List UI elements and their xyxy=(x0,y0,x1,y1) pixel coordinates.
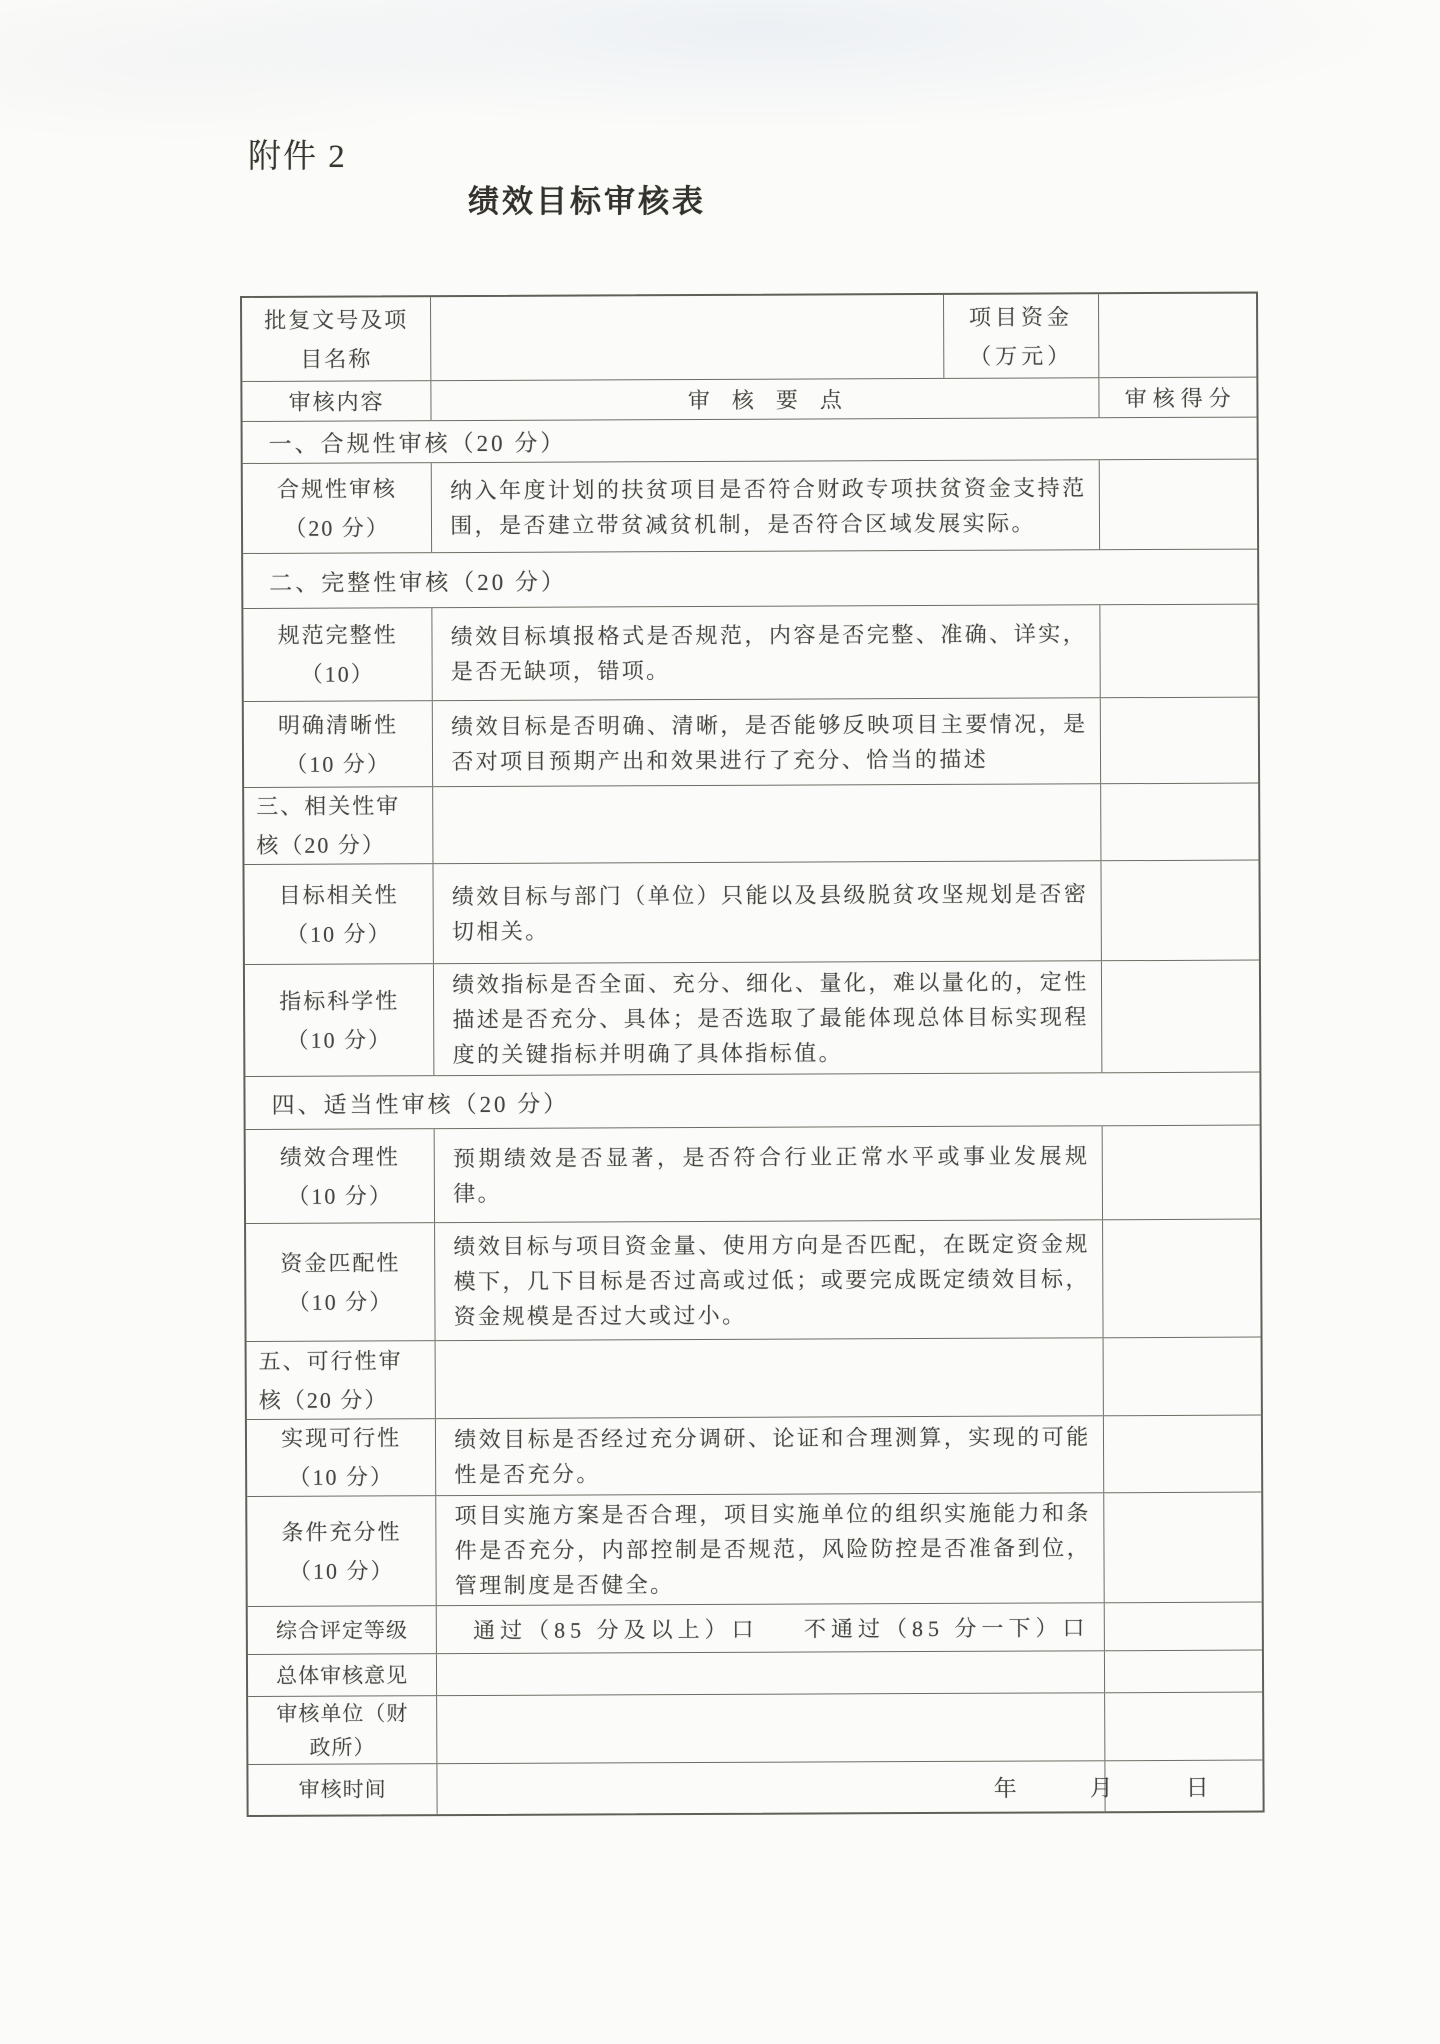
review-unit-score-cell xyxy=(1105,1693,1263,1761)
header-score-cell xyxy=(1099,378,1257,418)
section-feasibility-cell xyxy=(247,1341,437,1419)
overall-grade-label: 综合评定等级 xyxy=(275,1617,408,1643)
section-compliance-cell xyxy=(243,418,1257,463)
criterion-label-cell xyxy=(246,1223,436,1341)
review-unit-label: 审核单位（财 政所） xyxy=(276,1700,409,1760)
doc-number-value-cell xyxy=(431,295,944,380)
performance-review-table xyxy=(240,292,1265,1817)
criterion-label-cell xyxy=(243,608,433,701)
criterion-label: 实现可行性 （10 分） xyxy=(281,1425,402,1490)
section-compliance-title: 一、合规性审核（20 分） xyxy=(268,430,567,457)
header-score: 审核得分 xyxy=(1124,385,1237,412)
review-time-row xyxy=(248,1761,1262,1815)
criterion-row-compliance xyxy=(243,460,1257,554)
criterion-points: 绩效目标与项目资金量、使用方向是否匹配，在既定资金规模下，几下目标是否过高或过低；或要完成既定绩效目标，资金规模是否过大或过小。 xyxy=(453,1231,1090,1330)
overall-opinion-label-cell xyxy=(248,1654,437,1696)
criterion-row-performance-reasonableness xyxy=(246,1126,1260,1224)
criterion-points-cell xyxy=(433,698,1101,786)
overall-grade-options-cell xyxy=(437,1603,1105,1653)
criterion-points: 预期绩效是否显著，是否符合行业正常水平或事业发展规律。 xyxy=(452,1142,1090,1206)
page-title: 绩效目标审核表 xyxy=(468,184,706,219)
criterion-label-cell xyxy=(245,964,435,1076)
review-time-label: 审核时间 xyxy=(298,1777,387,1802)
section-relevance-score-cell xyxy=(1101,784,1259,861)
criterion-label-cell xyxy=(243,463,433,553)
criterion-score-cell xyxy=(1102,961,1260,1073)
section-row-compliance xyxy=(243,418,1257,464)
section-row-appropriateness xyxy=(245,1073,1259,1130)
header-content-cell xyxy=(242,381,431,421)
criterion-points-cell xyxy=(436,1493,1104,1605)
criterion-label: 合规性审核 （20 分） xyxy=(276,475,398,541)
criterion-score-cell xyxy=(1101,861,1259,961)
criterion-label: 指标科学性 （10 分） xyxy=(279,987,400,1053)
criterion-label: 条件充分性 （10 分） xyxy=(281,1518,402,1584)
grade-fail-option: 不通过（85 分一下）口 xyxy=(803,1615,1090,1642)
grade-pass-option: 通过（85 分及以上）口 xyxy=(472,1616,759,1643)
criterion-label-cell xyxy=(247,1419,437,1496)
criterion-points: 绩效目标与部门（单位）只能以及县级脱贫攻坚规划是否密切相关。 xyxy=(451,880,1089,944)
section-relevance-cell xyxy=(244,787,434,864)
project-fund-label-cell xyxy=(944,294,1099,378)
overall-grade-row xyxy=(248,1603,1262,1655)
criterion-label: 规范完整性 （10） xyxy=(277,622,398,687)
section-row-relevance xyxy=(244,784,1258,865)
section-relevance-title: 三、相关性审 核（20 分） xyxy=(256,793,401,858)
criterion-label-cell xyxy=(244,864,434,964)
criterion-points: 绩效目标填报格式是否规范，内容是否完整、准确、详实，是否无缺项，错项。 xyxy=(450,621,1088,685)
review-unit-row xyxy=(248,1693,1262,1765)
criterion-points-cell xyxy=(432,460,1100,552)
criterion-score-cell xyxy=(1104,1493,1262,1603)
section-appropriateness-cell xyxy=(245,1073,1259,1129)
section-relevance-points-cell xyxy=(433,784,1101,863)
section-completeness-title: 二、完整性审核（20 分） xyxy=(269,569,568,596)
overall-opinion-label: 总体审核意见 xyxy=(276,1662,409,1688)
criterion-score-cell xyxy=(1103,1220,1261,1338)
overall-opinion-row xyxy=(248,1651,1262,1697)
section-feasibility-title: 五、可行性审 核（20 分） xyxy=(258,1347,403,1413)
criterion-points: 绩效指标是否全面、充分、细化、量化，难以量化的，定性描述是否充分、具体；是否选取了最能体现总体目标实现程度的关键指标并明确了具体指标值。 xyxy=(452,969,1089,1068)
section-completeness-cell xyxy=(243,550,1257,608)
criterion-points-cell xyxy=(436,1416,1104,1495)
section-appropriateness-title: 四、适当性审核（20 分） xyxy=(271,1091,570,1118)
criterion-points-cell xyxy=(434,861,1102,963)
criterion-points-cell xyxy=(435,1126,1103,1222)
criterion-label-cell xyxy=(246,1129,436,1223)
table-row-doc-info xyxy=(242,294,1256,382)
criterion-points-cell xyxy=(433,605,1101,700)
criterion-points: 绩效目标是否经过充分调研、论证和合理测算，实现的可能性是否充分。 xyxy=(454,1424,1091,1488)
criterion-points-cell xyxy=(435,1220,1103,1340)
header-points: 审核要点 xyxy=(687,387,864,414)
section-feasibility-score-cell xyxy=(1103,1338,1261,1416)
criterion-row-fund-matching xyxy=(246,1220,1261,1342)
criterion-row-indicator-science xyxy=(245,961,1259,1077)
attachment-label: 附件 2 xyxy=(248,139,347,175)
section-feasibility-points-cell xyxy=(436,1338,1104,1418)
overall-grade-score-cell xyxy=(1104,1603,1262,1651)
criterion-score-cell xyxy=(1099,460,1257,550)
criterion-row-realization-feasibility xyxy=(247,1416,1261,1497)
review-time-value: 年 月 日 xyxy=(993,1775,1210,1802)
review-unit-label-cell xyxy=(248,1696,438,1764)
criterion-row-clarity xyxy=(244,698,1258,788)
table-header-row xyxy=(242,378,1256,422)
section-row-completeness xyxy=(243,550,1257,609)
criterion-score-cell xyxy=(1100,698,1258,784)
overall-grade-label-cell xyxy=(248,1606,437,1654)
header-content: 审核内容 xyxy=(288,389,385,415)
criterion-row-standard-completeness xyxy=(243,605,1257,702)
criterion-label-cell xyxy=(244,701,434,787)
section-row-feasibility xyxy=(247,1338,1261,1420)
header-points-cell xyxy=(432,378,1100,420)
doc-number-label-cell xyxy=(242,297,432,381)
project-fund-value-cell xyxy=(1099,294,1257,378)
criterion-points: 纳入年度计划的扶贫项目是否符合财政专项扶贫资金支持范围，是否建立带贫减贫机制，是否符合区域发展实际。 xyxy=(450,474,1087,538)
criterion-score-cell xyxy=(1102,1126,1260,1220)
criterion-points-cell xyxy=(434,961,1102,1075)
criterion-row-goal-relevance xyxy=(244,861,1258,965)
review-time-label-cell xyxy=(248,1764,437,1815)
criterion-score-cell xyxy=(1100,605,1258,698)
overall-opinion-value-cell xyxy=(437,1651,1105,1695)
overall-opinion-score-cell xyxy=(1105,1651,1263,1693)
review-time-value-cell xyxy=(438,1761,1210,1814)
criterion-label: 明确清晰性 （10 分） xyxy=(277,711,399,777)
project-fund-label: 项目资金 （万元） xyxy=(968,303,1074,369)
criterion-points: 绩效目标是否明确、清晰，是否能够反映项目主要情况，是否对项目预期产出和效果进行了充分、恰当的描述 xyxy=(451,710,1088,774)
criterion-label: 资金匹配性 （10 分） xyxy=(280,1249,401,1315)
criterion-label: 目标相关性 （10 分） xyxy=(278,881,399,947)
criterion-label: 绩效合理性 （10 分） xyxy=(279,1143,400,1209)
review-unit-value-cell xyxy=(437,1693,1105,1763)
criterion-label-cell xyxy=(247,1496,437,1606)
criterion-row-condition-sufficiency xyxy=(247,1493,1261,1607)
criterion-score-cell xyxy=(1104,1416,1262,1493)
criterion-points: 项目实施方案是否合理，项目实施单位的组织实施能力和条件是否充分，内部控制是否规范，风险防控是否准备到位，管理制度是否健全。 xyxy=(454,1500,1092,1599)
doc-number-label: 批复文号及项 目名称 xyxy=(264,306,409,372)
